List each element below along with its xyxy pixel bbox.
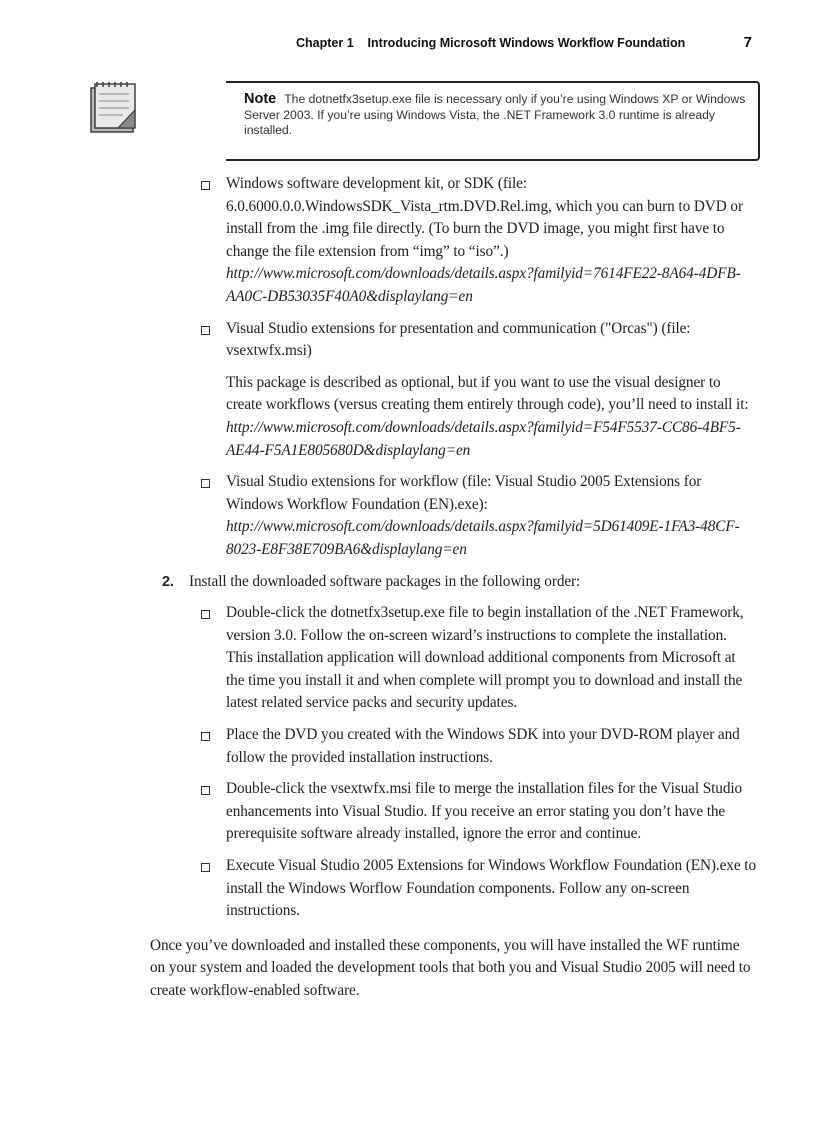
- list-item-text: Double-click the dotnetfx3setup.exe file to begin installation of the .NET Framework, version 3.0. Follow the on-screen wizard’s instructions to complete the installation. This installation application will download additional components from Microsoft at the time you install it and when complete will prompt you to download and install the latest related service packs and security updates.: [226, 604, 744, 712]
- list-item: [150, 318, 756, 363]
- list-item: [150, 855, 756, 923]
- checkbox-bullet-icon: [201, 786, 210, 795]
- list-item-continuation: [150, 372, 756, 462]
- step-text: Install the downloaded software packages in the following order:: [189, 572, 581, 590]
- checkbox-bullet-icon: [201, 326, 210, 335]
- download-link[interactable]: http://www.microsoft.com/downloads/details.aspx?familyid=7614FE22-8A64-4DFB-AA0C-DB53035F40A0&displaylang=en: [226, 265, 741, 305]
- page-number: 7: [743, 34, 752, 51]
- note-box: [226, 81, 760, 161]
- list-item: [150, 778, 756, 846]
- list-item-text: Windows software development kit, or SDK (file: 6.0.6000.0.0.WindowsSDK_Vista_rtm.DVD.Rel.img, which you can burn to DVD or install from the .img file directly. (To burn the DVD image, you might first have to change the file extension from “img” to “iso”.): [226, 175, 743, 260]
- list-item: [150, 471, 756, 561]
- list-item-text: This package is described as optional, but if you want to use the visual designer to create workflows (versus creating them entirely through code), you’ll need to install it:: [226, 373, 749, 414]
- list-item: [150, 724, 756, 769]
- list-item-text: Visual Studio extensions for presentation and communication ("Orcas") (file: vsextwfx.msi): [226, 319, 691, 360]
- list-item: [150, 173, 756, 309]
- running-header: [296, 36, 756, 50]
- note-notepad-icon: [88, 80, 140, 134]
- checkbox-bullet-icon: [201, 732, 210, 741]
- list-item-text: Place the DVD you created with the Windows SDK into your DVD-ROM player and follow the provided installation instructions.: [226, 726, 740, 766]
- list-item-text: Double-click the vsextwfx.msi file to merge the installation files for the Visual Studio enhancements into Visual Studio. If you receive an error stating you don’t have the prerequisite software already installed, ignore the error and continue.: [226, 780, 743, 843]
- chapter-title: Chapter 1 Introducing Microsoft Windows Workflow Foundation: [296, 36, 686, 50]
- numbered-step: [150, 571, 756, 594]
- download-link[interactable]: http://www.microsoft.com/downloads/details.aspx?familyid=F54F5537-CC86-4BF5-AE44-F5A1E805680D&displaylang=en: [226, 418, 741, 459]
- checkbox-bullet-icon: [201, 610, 210, 619]
- checkbox-bullet-icon: [201, 863, 210, 872]
- checkbox-bullet-icon: [201, 181, 210, 190]
- note-text: The dotnetfx3setup.exe file is necessary only if you’re using Windows XP or Windows Server 2003. If you’re using Windows Vista, the .NET Framework 3.0 runtime is already installed.: [244, 92, 746, 137]
- list-item: [150, 602, 756, 715]
- note-label: Note: [244, 91, 277, 107]
- main-content: [150, 173, 756, 1018]
- closing-paragraph: Once you’ve downloaded and installed these components, you will have installed the WF runtime on your system and loaded the development tools that both you and Visual Studio 2005 will need to create workflow-enabled software.: [150, 936, 751, 999]
- checkbox-bullet-icon: [201, 479, 210, 488]
- download-link[interactable]: http://www.microsoft.com/downloads/details.aspx?familyid=5D61409E-1FA3-48CF-8023-E8F38E709BA6&displaylang=en: [226, 518, 740, 558]
- list-item-text: Visual Studio extensions for workflow (file: Visual Studio 2005 Extensions for Windows Workflow Foundation (EN).exe):: [226, 473, 702, 513]
- step-number: 2.: [162, 573, 174, 590]
- list-item-text: Execute Visual Studio 2005 Extensions for Windows Workflow Foundation (EN).exe to install the Windows Worflow Foundation components. Follow any on-screen instructions.: [226, 857, 756, 920]
